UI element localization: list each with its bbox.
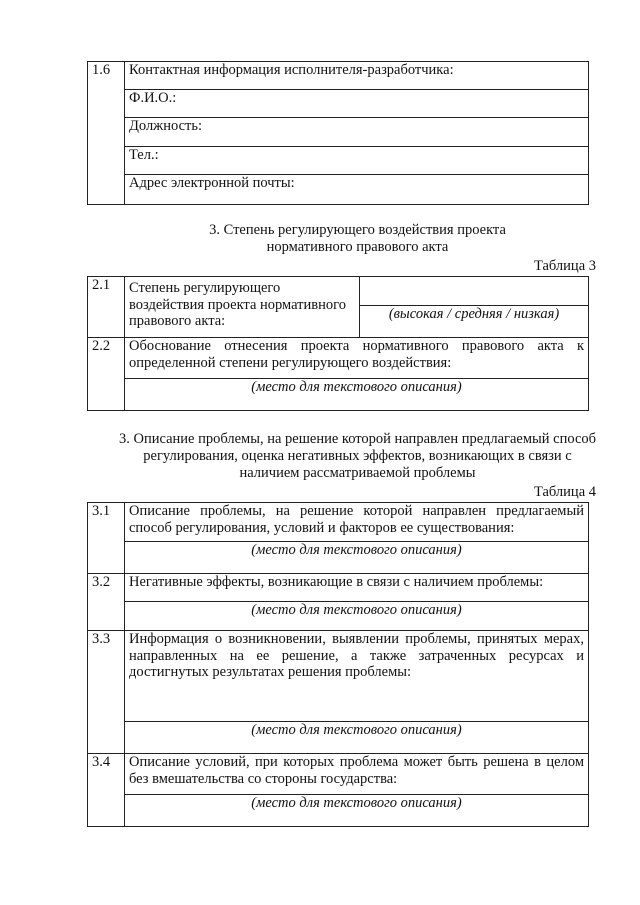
phone-field[interactable]: Тел.:	[125, 146, 589, 175]
degree-value-field[interactable]	[360, 277, 589, 306]
row-number: 2.2	[88, 338, 125, 411]
fio-field[interactable]: Ф.И.О.:	[125, 89, 589, 118]
row-number: 3.4	[88, 754, 125, 827]
table-4	[87, 502, 589, 827]
text-placeholder[interactable]: (место для текстового описания)	[125, 378, 589, 410]
degree-label	[125, 277, 360, 338]
problem-history-text: Информация о возникновении, выявлении проблемы, принятых мерах, направленных на ее решение, а также затраченных ресурсах и достигнутых результатах решения проблемы:	[125, 631, 589, 722]
email-field[interactable]: Адрес электронной почты:	[125, 175, 589, 205]
heading-line: наличием рассматриваемой проблемы	[239, 465, 476, 481]
text-placeholder[interactable]: (место для текстового описания)	[125, 602, 589, 631]
table-3	[87, 276, 589, 411]
text-placeholder[interactable]: (место для текстового описания)	[125, 542, 589, 574]
heading-line: 3. Описание проблемы, на решение которой направлен предлагаемый способ	[118, 431, 597, 447]
contacts-table	[87, 61, 589, 205]
negative-effects-text: Негативные эффекты, возникающие в связи с наличием проблемы:	[125, 574, 589, 602]
degree-label-line: правового акта:	[129, 313, 226, 329]
degree-label-line: воздействия проекта нормативного	[129, 296, 346, 313]
contacts-table-block	[87, 61, 589, 205]
heading-line: нормативного правового акта	[266, 239, 449, 255]
resolution-conditions-text: Описание условий, при которых проблема может быть решена в целом без вмешательства со стороны государства:	[125, 754, 589, 795]
degree-options: (высокая / средняя / низкая)	[360, 306, 589, 338]
text-placeholder[interactable]: (место для текстового описания)	[125, 722, 589, 754]
section-degree-heading	[87, 222, 628, 256]
section-problem-heading	[87, 431, 628, 482]
row-number: 1.6	[88, 62, 125, 205]
heading-line: регулирования, оценка негативных эффектов, возникающих в связи с	[143, 448, 572, 464]
justification-text: Обоснование отнесения проекта нормативного правового акта к определенной степени регулирующего воздействия:	[125, 338, 589, 379]
row-number: 3.3	[88, 631, 125, 754]
table-4-label: Таблица 4	[533, 484, 596, 500]
heading-line: 3. Степень регулирующего воздействия проекта	[209, 222, 506, 238]
contacts-title: Контактная информация исполнителя-разработчика:	[125, 62, 589, 90]
problem-description-text: Описание проблемы, на решение которой направлен предлагаемый способ регулирования, условий и факторов ее существования:	[125, 503, 589, 542]
degree-label-line: Степень регулирующего	[129, 280, 281, 296]
text-placeholder[interactable]: (место для текстового описания)	[125, 795, 589, 827]
table-3-label: Таблица 3	[533, 258, 596, 274]
row-number: 2.1	[88, 277, 125, 338]
row-number: 3.2	[88, 574, 125, 631]
table-3-block	[87, 276, 589, 411]
row-number: 3.1	[88, 503, 125, 574]
position-field[interactable]: Должность:	[125, 118, 589, 147]
table-4-block	[87, 502, 589, 827]
